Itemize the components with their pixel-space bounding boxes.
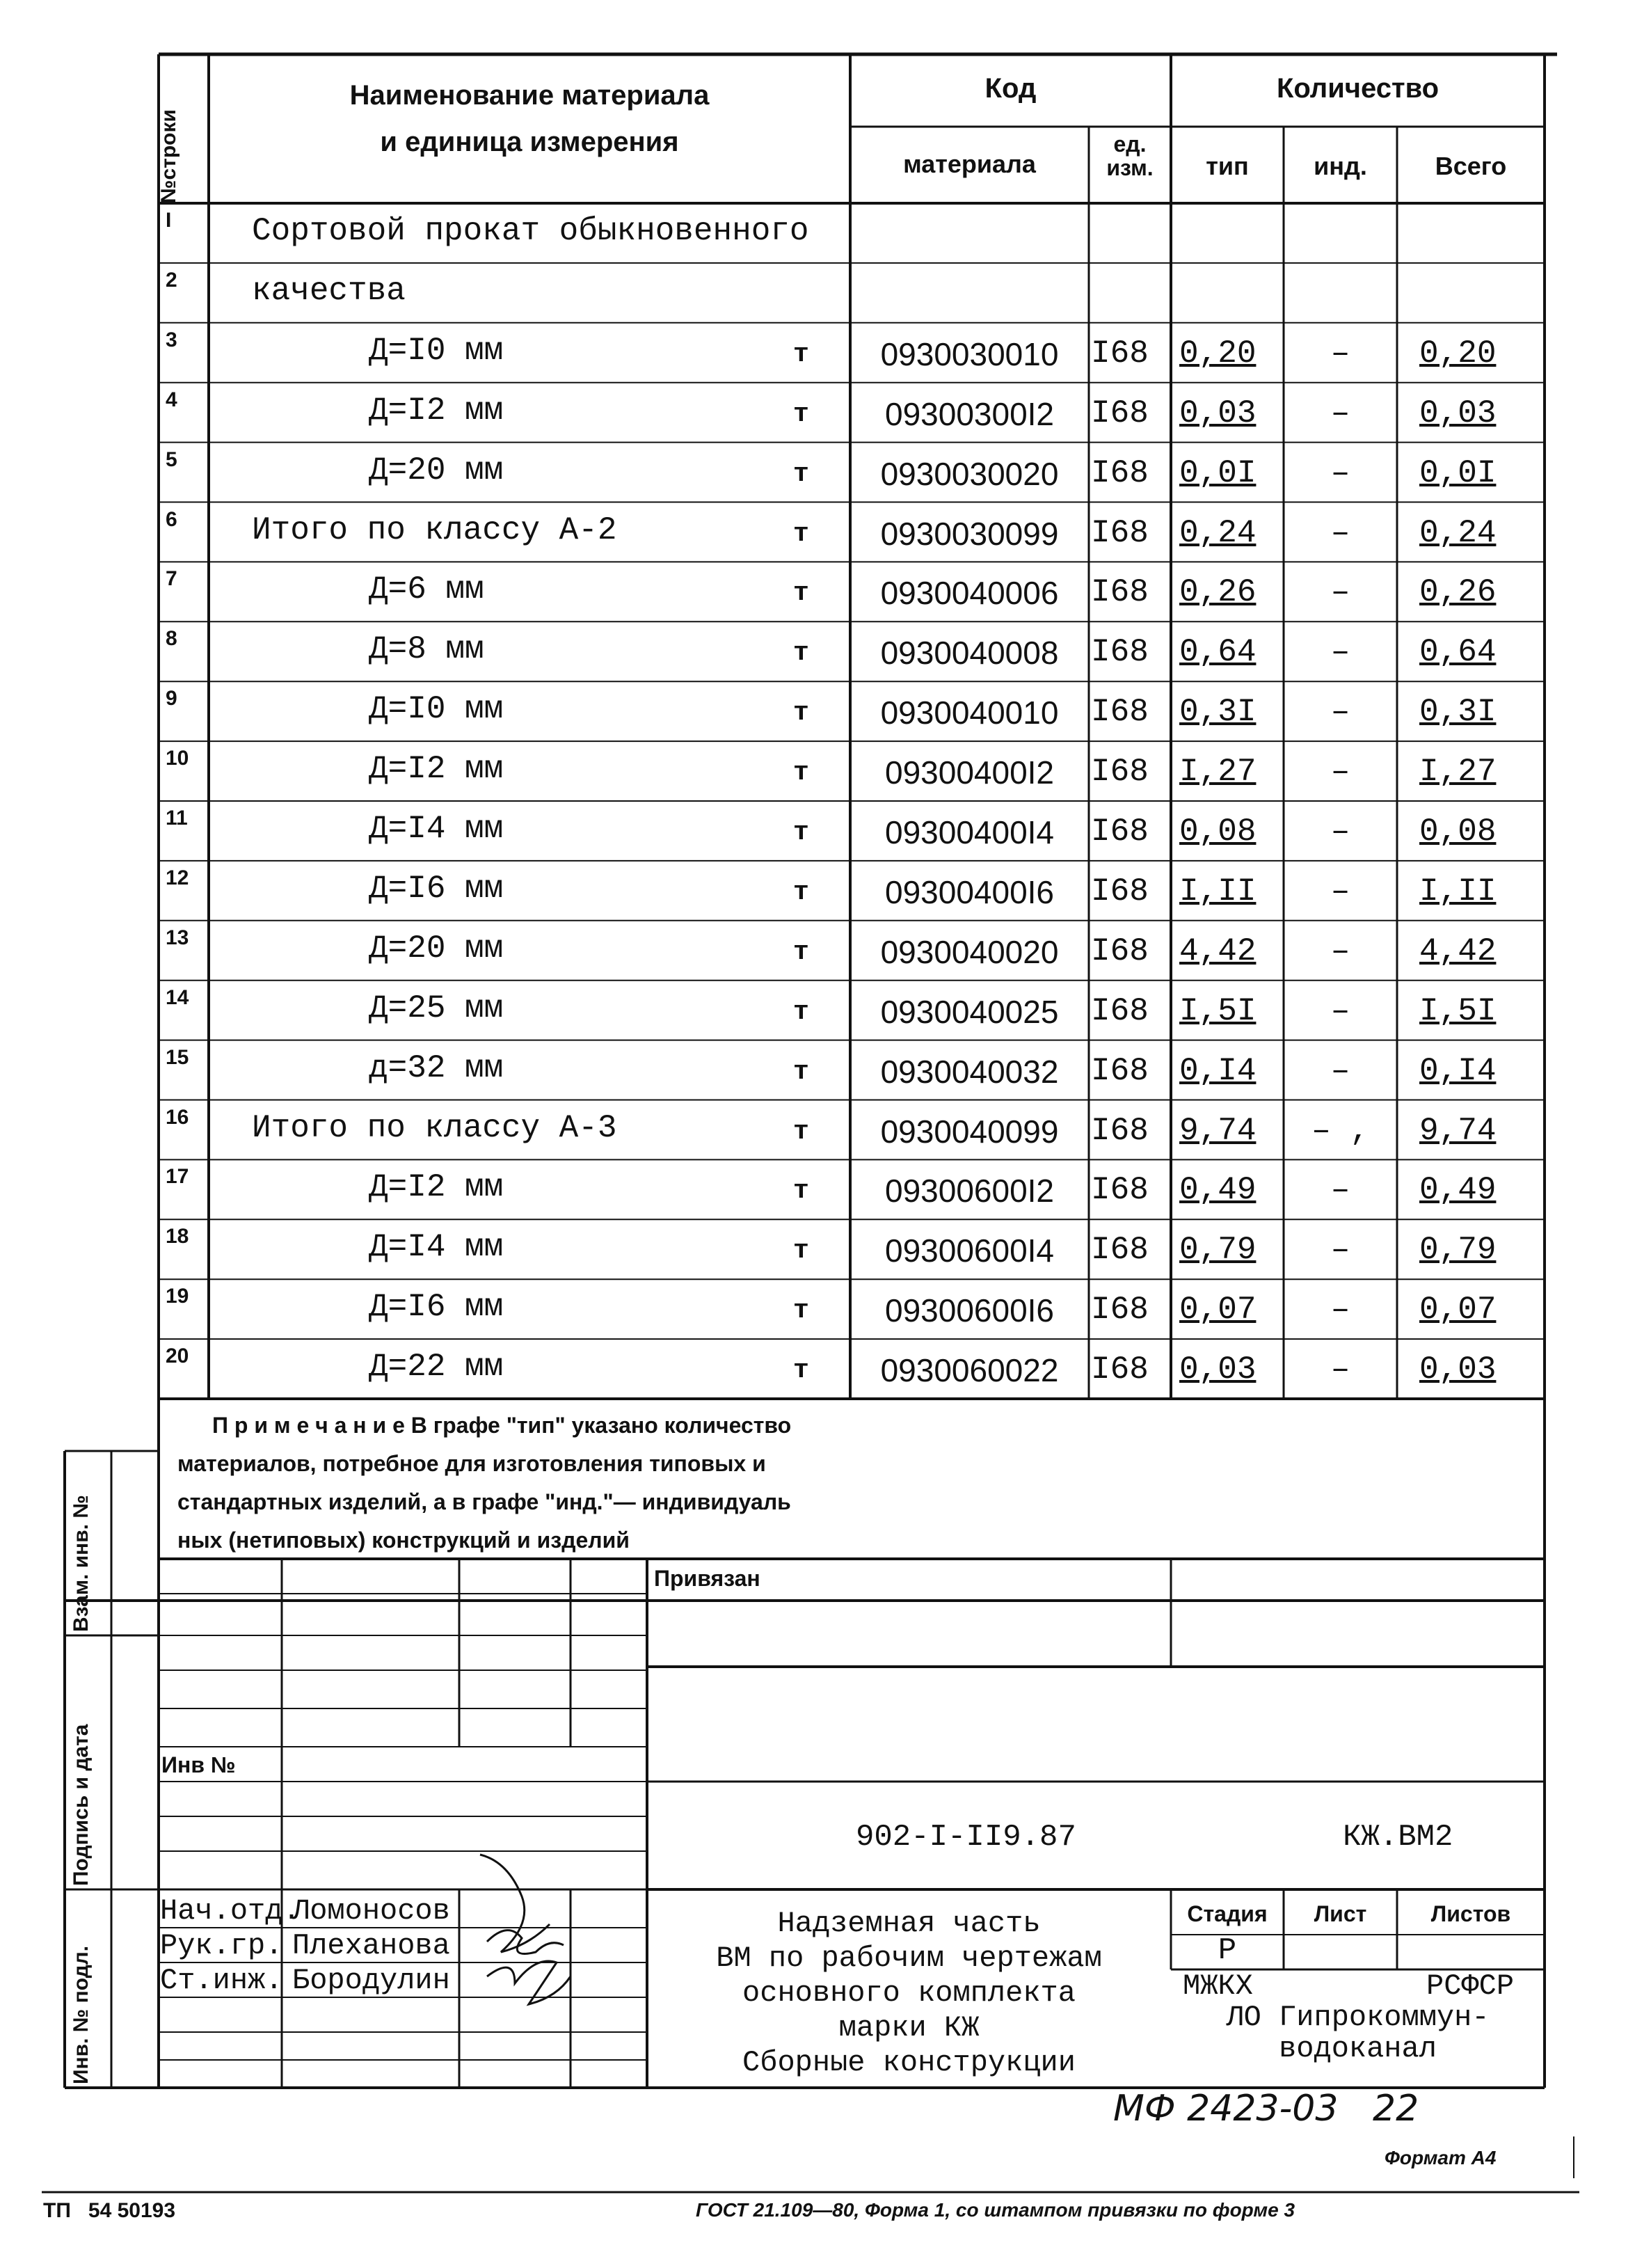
qty-ind: – (1330, 933, 1350, 969)
stamp-sheets-label: Листов (1430, 1901, 1511, 1926)
qty-type: 0,24 (1179, 514, 1257, 551)
stamp-doc-code: 902-I-II9.87 (856, 1820, 1076, 1855)
unit-code: I68 (1091, 514, 1149, 551)
qty-type: I,27 (1179, 754, 1257, 791)
qty-ind: – (1330, 1351, 1350, 1388)
unit-cell: т (793, 1116, 809, 1147)
row-number: 12 (166, 866, 189, 889)
qty-type: 0,03 (1179, 1351, 1257, 1388)
footer-left: ТП 54 50193 (43, 2199, 176, 2222)
unit-cell: т (793, 997, 809, 1027)
side-label-vzam: Взам. инв. № (70, 1495, 93, 1632)
qty-type: 0,49 (1179, 1172, 1257, 1209)
material-name: Д=I2 мм (369, 751, 504, 788)
unit-cell: т (793, 1236, 809, 1267)
stamp-title-2: ВМ по рабочим чертежам (716, 1942, 1102, 1975)
material-code: 0930030010 (880, 335, 1059, 372)
note-line-1: П р и м е ч а н и е В графе "тип" указано количество (212, 1413, 792, 1438)
stamp-org-line3: водоканал (1279, 2032, 1437, 2065)
row-number: 3 (166, 328, 177, 351)
row-number: I (166, 209, 172, 232)
material-code: 09300600I6 (884, 1292, 1055, 1329)
qty-total: 4,42 (1419, 933, 1497, 969)
qty-total: I,II (1419, 873, 1497, 910)
side-label-podpis: Подпись и дата (70, 1724, 93, 1886)
header-code-unit: ед. изм. (1106, 132, 1154, 180)
material-code: 0930030099 (880, 515, 1059, 552)
unit-cell: т (793, 937, 809, 967)
stamp-inv-no: Инв № (161, 1752, 236, 1777)
qty-ind: – (1330, 1052, 1350, 1089)
unit-cell: т (793, 1176, 809, 1207)
qty-ind: – , (1311, 1112, 1369, 1149)
stamp-title-3: основного комплекта (742, 1976, 1076, 2010)
material-name: Д=I4 мм (369, 811, 504, 847)
qty-type: 0,0I (1179, 454, 1257, 491)
stamp-person-1-role: Нач.отд. (160, 1894, 301, 1928)
material-code: 09300600I4 (884, 1232, 1055, 1269)
handwritten-sheet-number: МФ 2423-03 22 (1113, 2088, 1419, 2130)
material-name: Д=I6 мм (369, 1289, 504, 1326)
row-number: 20 (166, 1345, 189, 1368)
qty-total: 0,24 (1419, 514, 1497, 551)
qty-total: 0,08 (1419, 814, 1497, 850)
footer-format: Формат А4 (1385, 2147, 1497, 2168)
unit-cell: т (793, 1056, 809, 1087)
material-code: 09300600I2 (884, 1173, 1055, 1210)
header-qty-type: тип (1206, 152, 1249, 180)
unit-cell: т (793, 1356, 809, 1386)
qty-type: 0,08 (1179, 814, 1257, 850)
qty-ind: – (1330, 1232, 1350, 1269)
unit-cell: т (793, 638, 809, 669)
material-name: Итого по классу А-2 (252, 512, 617, 548)
row-number: 4 (166, 388, 177, 411)
row-number: 18 (166, 1225, 189, 1248)
qty-total: 0,49 (1419, 1172, 1497, 1209)
unit-code: I68 (1091, 873, 1149, 910)
material-name: Д=6 мм (369, 571, 484, 608)
qty-type: 0,64 (1179, 634, 1257, 671)
note-line-2: материалов, потребное для изготовления типовых и (177, 1451, 766, 1476)
qty-type: I,II (1179, 873, 1257, 910)
qty-type: 4,42 (1179, 933, 1257, 969)
qty-total: 0,I4 (1419, 1052, 1497, 1089)
qty-type: 9,74 (1179, 1112, 1257, 1149)
qty-total: 0,3I (1419, 694, 1497, 731)
stamp-org-left: МЖКХ (1183, 1969, 1253, 2003)
qty-ind: – (1330, 335, 1350, 372)
qty-ind: – (1330, 1292, 1350, 1329)
unit-code: I68 (1091, 992, 1149, 1029)
note-line-3: стандартных изделий, а в графе "инд."— индивидуаль (177, 1489, 791, 1514)
unit-cell: т (793, 518, 809, 549)
row-number: 2 (166, 268, 177, 292)
qty-total: 0,64 (1419, 634, 1497, 671)
material-code: 09300400I4 (884, 814, 1055, 850)
row-number: 17 (166, 1165, 189, 1189)
header-code-material: материала (903, 150, 1036, 178)
side-label-inv-podl: Инв. № подл. (70, 1945, 93, 2084)
stamp-stage-label: Стадия (1187, 1901, 1268, 1926)
unit-code: I68 (1091, 1232, 1149, 1269)
unit-cell: т (793, 758, 809, 788)
qty-type: 0,79 (1179, 1232, 1257, 1269)
stamp-title-4: марки КЖ (838, 2011, 980, 2045)
material-code: 0930040025 (880, 993, 1059, 1030)
material-name: Итого по классу А-3 (252, 1109, 617, 1146)
row-number: 8 (166, 627, 177, 651)
unit-code: I68 (1091, 754, 1149, 791)
unit-code: I68 (1091, 634, 1149, 671)
qty-total: 0,03 (1419, 395, 1497, 431)
material-code: 0930040020 (880, 933, 1059, 970)
qty-type: 0,20 (1179, 335, 1257, 372)
unit-code: I68 (1091, 1112, 1149, 1149)
unit-code: I68 (1091, 335, 1149, 372)
material-name: Сортовой прокат обыкновенного (252, 213, 809, 249)
qty-ind: – (1330, 814, 1350, 850)
qty-type: 0,07 (1179, 1292, 1257, 1329)
material-code: 0930040032 (880, 1053, 1059, 1090)
stamp-person-3-name: Бородулин (292, 1964, 450, 1997)
unit-cell: т (793, 339, 809, 370)
stamp-privyazan: Привязан (654, 1566, 760, 1591)
row-number: 10 (166, 747, 189, 770)
row-number: 11 (166, 807, 188, 830)
unit-code: I68 (1091, 1292, 1149, 1329)
material-code: 0930040010 (880, 695, 1059, 731)
stamp-person-2-role: Рук.гр. (160, 1929, 283, 1962)
qty-total: I,27 (1419, 754, 1497, 791)
material-name: Д=20 мм (369, 930, 504, 967)
qty-ind: – (1330, 514, 1350, 551)
unit-code: I68 (1091, 1052, 1149, 1089)
row-number: 5 (166, 447, 177, 471)
row-number: 6 (166, 507, 177, 531)
material-name: Д=8 мм (369, 631, 484, 668)
stamp-org-right: РСФСР (1426, 1969, 1515, 2003)
qty-ind: – (1330, 454, 1350, 491)
material-name: Д=I2 мм (369, 1169, 504, 1206)
header-name-line2: и единица измерения (380, 127, 679, 157)
unit-cell: т (793, 698, 809, 729)
stamp-stage-value: Р (1218, 1933, 1237, 1968)
material-code: 0930040006 (880, 575, 1059, 612)
header-qty-total: Всего (1435, 152, 1507, 180)
qty-ind: – (1330, 992, 1350, 1029)
stamp-org-line2: ЛО Гипрокоммун- (1226, 2001, 1490, 2034)
unit-cell: т (793, 578, 809, 609)
qty-type: 0,26 (1179, 574, 1257, 611)
stamp-person-3-role: Ст.инж. (160, 1964, 283, 1997)
qty-total: 0,0I (1419, 454, 1497, 491)
header-quantity: Количество (1276, 73, 1439, 104)
unit-code: I68 (1091, 694, 1149, 731)
unit-code: I68 (1091, 395, 1149, 431)
unit-cell: т (793, 1296, 809, 1326)
stamp-title-5: Сборные конструкции (742, 2046, 1076, 2079)
qty-ind: – (1330, 873, 1350, 910)
qty-type: 0,3I (1179, 694, 1257, 731)
qty-ind: – (1330, 754, 1350, 791)
qty-total: 0,26 (1419, 574, 1497, 611)
qty-total: 0,07 (1419, 1292, 1497, 1329)
material-code: 0930060022 (880, 1352, 1059, 1389)
stamp-person-1-name: Ломоносов (292, 1894, 450, 1928)
qty-ind: – (1330, 1172, 1350, 1209)
row-number: 19 (166, 1285, 189, 1308)
unit-cell: т (793, 877, 809, 907)
stamp-title-1: Надземная часть (777, 1907, 1041, 1940)
unit-cell: т (793, 399, 809, 429)
header-name-line1: Наименование материала (349, 80, 710, 111)
material-name: Д=I4 мм (369, 1229, 504, 1266)
qty-ind: – (1330, 395, 1350, 431)
row-number: 9 (166, 687, 177, 711)
row-number: 16 (166, 1105, 189, 1129)
footer-right: ГОСТ 21.109—80, Форма 1, со штампом привязки по форме 3 (696, 2199, 1295, 2221)
material-name: Д=22 мм (369, 1349, 504, 1386)
material-name: Д=I0 мм (369, 691, 504, 728)
qty-total: 0,79 (1419, 1232, 1497, 1269)
material-code: 09300300I2 (884, 395, 1055, 432)
header-qty-ind: инд. (1314, 152, 1367, 180)
unit-cell: т (793, 818, 809, 848)
material-code: 09300400I6 (884, 873, 1055, 910)
qty-type: 0,I4 (1179, 1052, 1257, 1089)
material-name: Д=20 мм (369, 452, 504, 489)
qty-type: I,5I (1179, 992, 1257, 1029)
stamp-mark: КЖ.ВМ2 (1343, 1820, 1453, 1855)
unit-code: I68 (1091, 1351, 1149, 1388)
qty-ind: – (1330, 574, 1350, 611)
qty-total: 9,74 (1419, 1112, 1497, 1149)
material-code: 0930030020 (880, 455, 1059, 492)
qty-total: I,5I (1419, 992, 1497, 1029)
unit-code: I68 (1091, 454, 1149, 491)
qty-ind: – (1330, 694, 1350, 731)
unit-code: I68 (1091, 933, 1149, 969)
row-number: 15 (166, 1045, 189, 1069)
row-number: 7 (166, 567, 177, 591)
header-code: Код (984, 73, 1037, 104)
qty-total: 0,20 (1419, 335, 1497, 372)
unit-code: I68 (1091, 1172, 1149, 1209)
material-name: Д=I0 мм (369, 332, 504, 369)
qty-total: 0,03 (1419, 1351, 1497, 1388)
unit-code: I68 (1091, 814, 1149, 850)
qty-type: 0,03 (1179, 395, 1257, 431)
note-line-4: ных (нетиповых) конструкций и изделий (177, 1528, 630, 1553)
row-number: 13 (166, 926, 189, 949)
material-code: 0930040099 (880, 1113, 1059, 1150)
material-code: 09300400I2 (884, 754, 1055, 791)
material-name: Д=I6 мм (369, 870, 504, 907)
material-code: 0930040008 (880, 635, 1059, 672)
material-name: качества (252, 272, 406, 309)
material-name: Д=I2 мм (369, 392, 504, 429)
row-number: 14 (166, 985, 189, 1009)
qty-ind: – (1330, 634, 1350, 671)
unit-cell: т (793, 459, 809, 489)
unit-code: I68 (1091, 574, 1149, 611)
material-name: д=32 мм (369, 1049, 504, 1086)
stamp-person-2-name: Плеханова (292, 1929, 450, 1962)
signature-scribbles (480, 1855, 571, 2004)
header-row-no: №строки (157, 109, 180, 203)
material-name: Д=25 мм (369, 990, 504, 1026)
stamp-sheet-label: Лист (1314, 1901, 1367, 1926)
